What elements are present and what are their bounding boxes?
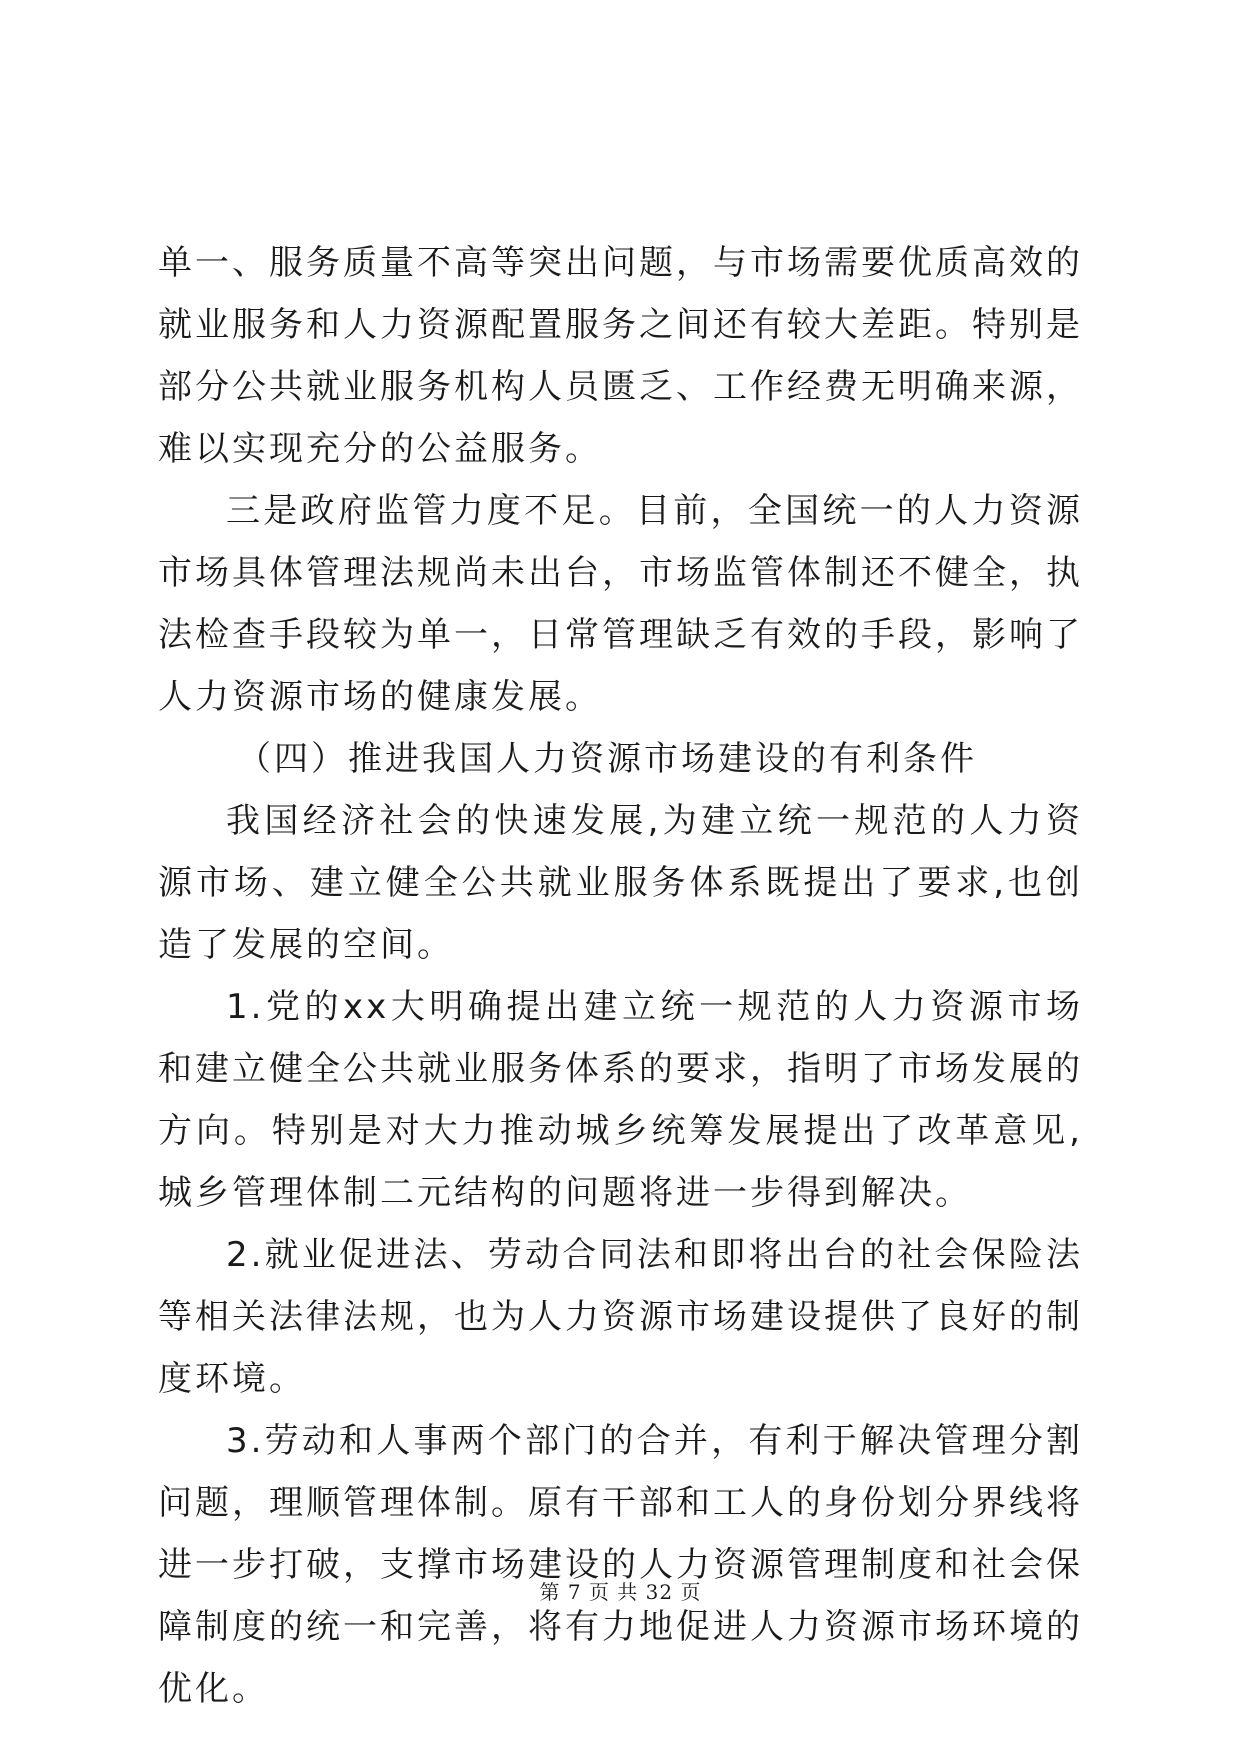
section-heading: （四）推进我国人力资源市场建设的有利条件 xyxy=(237,739,977,779)
list-item-2: 2.就业促进法、劳动合同法和即将出台的社会保险法等相关法律法规，也为人力资源市场建设提供了良好的制度环境。 xyxy=(158,1235,1083,1399)
paragraph-intro: 我国经济社会的快速发展,为建立统一规范的人力资源市场、建立健全公共就业服务体系既提出了要求,也创造了发展的空间。 xyxy=(158,801,1083,965)
paragraph-supervision: 三是政府监管力度不足。目前，全国统一的人力资源市场具体管理法规尚未出台，市场监管体制还不健全，执法检查手段较为单一，日常管理缺乏有效的手段，影响了人力资源市场的健康发展。 xyxy=(158,491,1083,717)
document-body xyxy=(158,232,1083,1720)
page-footer: 第 7 页 共 32 页 xyxy=(539,1580,702,1604)
list-item-3: 3.劳动和人事两个部门的合并，有利于解决管理分割问题，理顺管理体制。原有干部和工人的身份划分界线将进一步打破，支撑市场建设的人力资源管理制度和社会保障制度的统一和完善，将有力地促进人力资源市场环境的优化。 xyxy=(158,1421,1083,1709)
list-item-1: 1.党的xx大明确提出建立统一规范的人力资源市场和建立健全公共就业服务体系的要求，指明了市场发展的方向。特别是对大力推动城乡统筹发展提出了改革意见,城乡管理体制二元结构的问题将进一步得到解决。 xyxy=(158,987,1083,1213)
paragraph-continuation: 单一、服务质量不高等突出问题，与市场需要优质高效的就业服务和人力资源配置服务之间还有较大差距。特别是部分公共就业服务机构人员匮乏、工作经费无明确来源，难以实现充分的公益服务。 xyxy=(158,243,1083,469)
